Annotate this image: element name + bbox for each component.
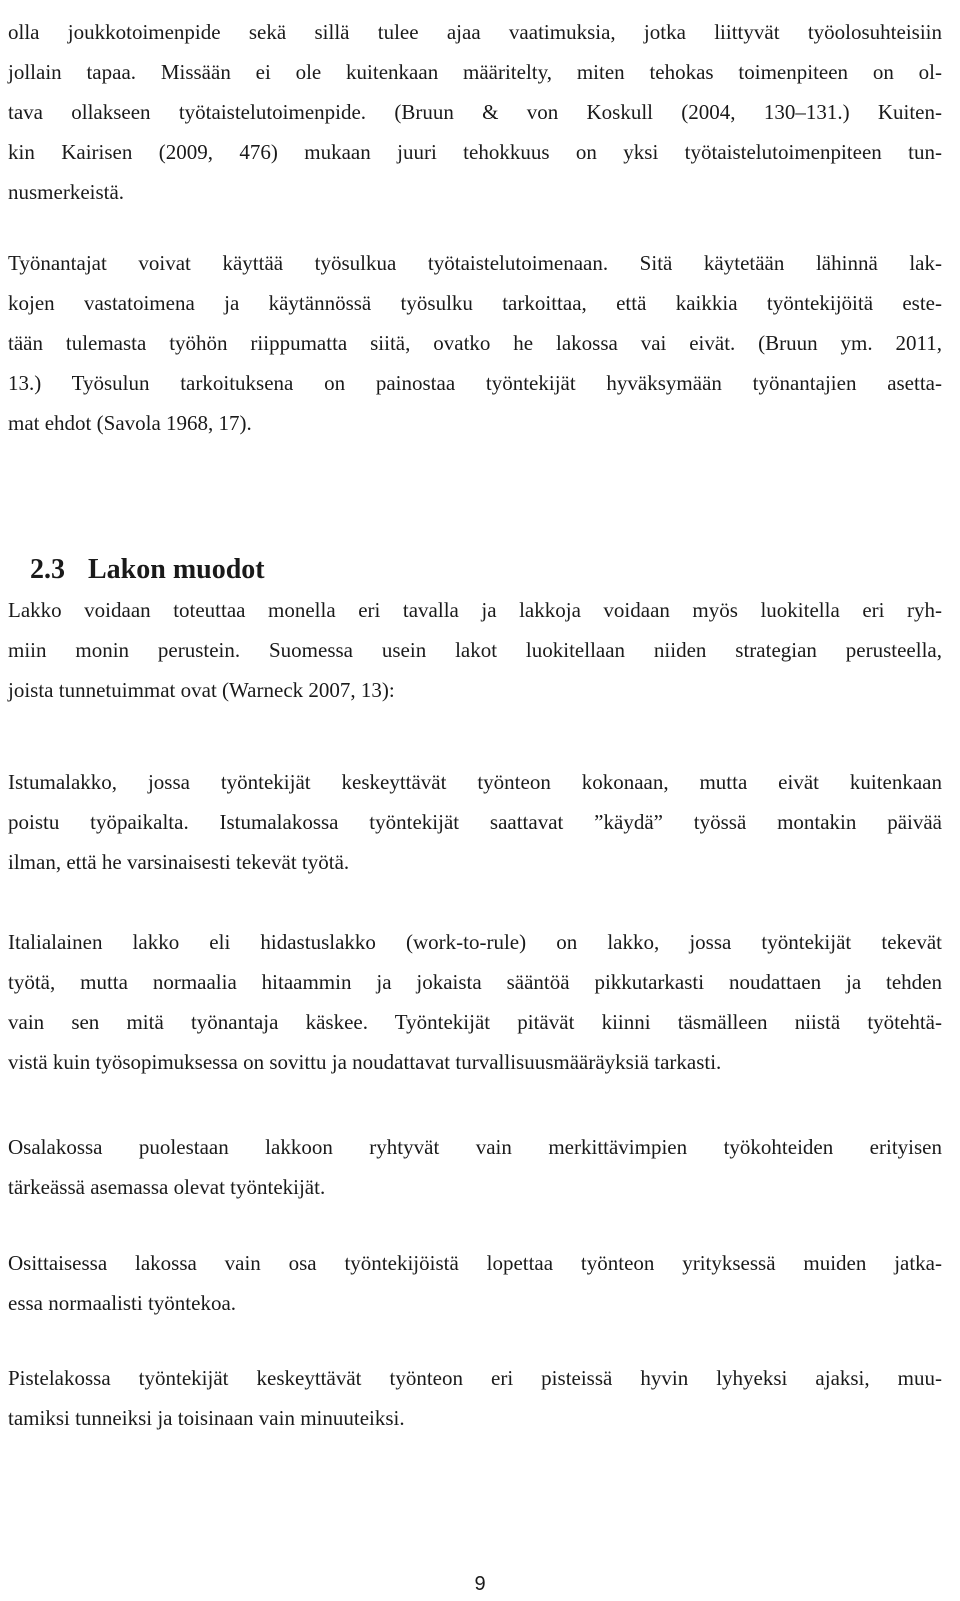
- text-line: essa normaalisti työntekoa.: [8, 1291, 237, 1315]
- text-line: Pistelakossa työntekijät keskeyttävät työnteon eri pisteissä hyvin lyhyeksi ajaksi, muu-: [8, 1366, 942, 1390]
- text-line: Istumalakko, jossa työntekijät keskeyttävät työnteon kokonaan, mutta eivät kuitenkaan: [8, 770, 942, 794]
- section-title: Lakon muodot: [88, 554, 265, 585]
- paragraph-7: [8, 1243, 942, 1323]
- text-line: Työnantajat voivat käyttää työsulkua työtaistelutoimenaan. Sitä käytetään lähinnä lak-: [8, 251, 942, 275]
- paragraph-6: [8, 1127, 942, 1207]
- section-heading: [30, 546, 265, 594]
- text-line: joista tunnetuimmat ovat (Warneck 2007, 13):: [8, 678, 395, 702]
- text-line: mat ehdot (Savola 1968, 17).: [8, 411, 252, 435]
- text-line: jollain tapaa. Missään ei ole kuitenkaan määritelty, miten tehokas toimenpiteen on ol-: [8, 60, 942, 84]
- text-line: kojen vastatoimena ja käytännössä työsulku tarkoittaa, että kaikkia työntekijöitä este-: [8, 291, 942, 315]
- text-line: vain sen mitä työnantaja käskee. Työntekijät pitävät kiinni täsmälleen niistä työtehtä-: [8, 1010, 942, 1034]
- text-line: työtä, mutta normaalia hitaammin ja jokaista sääntöä pikkutarkasti noudattaen ja tehden: [8, 970, 942, 994]
- text-line: ilman, että he varsinaisesti tekevät työtä.: [8, 850, 350, 874]
- text-line: Osalakossa puolestaan lakkoon ryhtyvät vain merkittävimpien työkohteiden erityisen: [8, 1135, 942, 1159]
- text-line: nusmerkeistä.: [8, 180, 125, 204]
- text-line: Lakko voidaan toteuttaa monella eri tavalla ja lakkoja voidaan myös luokitella eri ryh-: [8, 598, 942, 622]
- text-line: olla joukkotoimenpide sekä sillä tulee ajaa vaatimuksia, jotka liittyvät työolosuhteisiin: [8, 20, 942, 44]
- text-line: 13.) Työsulun tarkoituksena on painostaa työntekijät hyväksymään työnantajien asetta-: [8, 371, 942, 395]
- text-line: kin Kairisen (2009, 476) mukaan juuri tehokkuus on yksi työtaistelutoimenpiteen tun-: [8, 140, 942, 164]
- text-line: vistä kuin työsopimuksessa on sovittu ja noudattavat turvallisuusmääräyksiä tarkasti.: [8, 1050, 722, 1074]
- text-line: tään tulemasta työhön riippumatta siitä, ovatko he lakossa vai eivät. (Bruun ym. 2011,: [8, 331, 942, 355]
- paragraph-3: [8, 590, 942, 710]
- text-line: tava ollakseen työtaistelutoimenpide. (Bruun & von Koskull (2004, 130–131.) Kuiten-: [8, 100, 942, 124]
- section-number: 2.3: [30, 554, 65, 585]
- paragraph-2: [8, 243, 942, 443]
- text-line: tärkeässä asemassa olevat työntekijät.: [8, 1175, 326, 1199]
- paragraph-5: [8, 922, 942, 1082]
- text-line: Osittaisessa lakossa vain osa työntekijöistä lopettaa työnteon yrityksessä muiden jatka-: [8, 1251, 942, 1275]
- text-line: poistu työpaikalta. Istumalakossa työntekijät saattavat ”käydä” työssä montakin päivää: [8, 810, 942, 834]
- text-line: Italialainen lakko eli hidastuslakko (work-to-rule) on lakko, jossa työntekijät tekevät: [8, 930, 942, 954]
- page-number: 9: [474, 1573, 486, 1595]
- text-line: miin monin perustein. Suomessa usein lakot luokitellaan niiden strategian perusteella,: [8, 638, 942, 662]
- paragraph-1: [8, 12, 942, 212]
- text-line: tamiksi tunneiksi ja toisinaan vain minuuteiksi.: [8, 1406, 405, 1430]
- paragraph-8: [8, 1358, 942, 1438]
- paragraph-4: [8, 762, 942, 882]
